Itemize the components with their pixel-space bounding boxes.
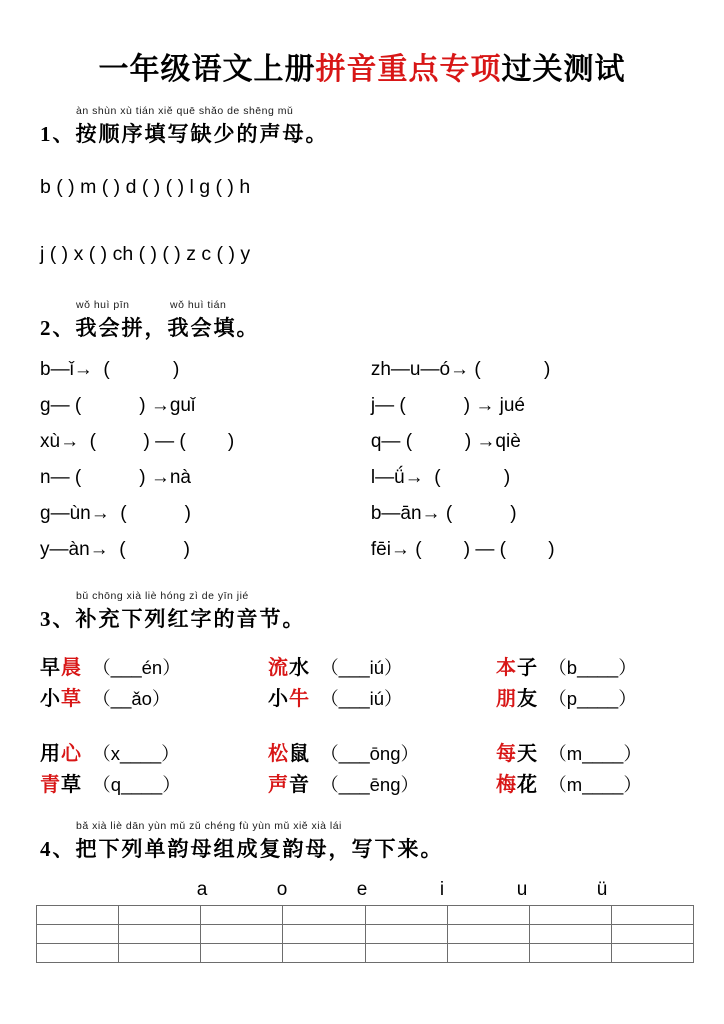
grid-cell-r2-c6[interactable]	[447, 925, 529, 944]
vowel-o: o	[276, 879, 288, 900]
q3-answer-9[interactable]: （m____）	[538, 743, 642, 764]
q3-word-1: 早晨	[40, 657, 82, 679]
question-4-heading	[32, 820, 692, 863]
grid-row	[37, 925, 694, 944]
q3-word-7: 用心	[40, 743, 82, 765]
q2-item-4[interactable]: j— ( ) → jué	[370, 395, 525, 416]
q3-answer-1[interactable]: （___én）	[82, 657, 181, 678]
q3-answer-5[interactable]: （___iú）	[310, 688, 403, 709]
grid-cell-r2-c5[interactable]	[365, 925, 447, 944]
question-2-row-3	[32, 431, 692, 453]
page-title	[32, 0, 692, 88]
q3-word-2: 流水	[268, 657, 310, 679]
grid-row	[37, 944, 694, 963]
question-1-row-1[interactable]: b ( ) m ( ) d ( ) ( ) l g ( ) h	[40, 176, 251, 198]
title-part-1: 一年级语文上册	[98, 53, 316, 86]
question-4-pinyin: bǎ xià liè dān yùn mǔ zǔ chéng fù yùn mǔ xiě xià lái	[76, 820, 342, 832]
q3-word-5: 小牛	[268, 688, 310, 710]
q3-word-11: 声音	[268, 774, 310, 796]
q2-item-8[interactable]: l—ǘ→ ( )	[370, 467, 511, 488]
grid-cell-r1-c6[interactable]	[447, 906, 529, 925]
q2-item-5[interactable]: xù→ ( ) — ( )	[40, 431, 235, 452]
q3-item-8[interactable]	[268, 737, 496, 768]
q3-item-5[interactable]	[268, 682, 496, 713]
q3-answer-12[interactable]: （m____）	[538, 774, 642, 795]
q3-word-8: 松鼠	[268, 743, 310, 765]
vowel-i: i	[439, 879, 445, 900]
q2-item-2[interactable]: zh—u—ó→ ( )	[370, 359, 551, 380]
question-1-row-2[interactable]: j ( ) x ( ) ch ( ) ( ) z c ( ) y	[40, 243, 251, 265]
question-4-number: 4、	[40, 837, 76, 861]
q3-item-6[interactable]	[496, 682, 706, 713]
question-2-pinyin-a: wǒ huì pīn	[76, 299, 130, 311]
q2-item-10[interactable]: b—ān→ ( )	[370, 503, 517, 524]
question-1-number: 1、	[40, 122, 76, 146]
grid-cell-r2-c3[interactable]	[201, 925, 283, 944]
q2-item-1[interactable]: b—ǐ→ ( )	[40, 359, 180, 380]
question-4-text: 把下列单韵母组成复韵母，写下来。	[75, 837, 444, 861]
q3-word-10: 青草	[40, 774, 82, 796]
question-2-row-2	[32, 395, 692, 417]
q3-answer-7[interactable]: （x____）	[82, 743, 180, 764]
vowel-e: e	[356, 879, 368, 900]
question-3-grid-block-2	[32, 737, 692, 799]
answer-grid-table[interactable]	[36, 905, 694, 963]
q3-answer-6[interactable]: （p____）	[538, 688, 637, 709]
title-part-2-accent: 拼音重点专项	[315, 53, 502, 86]
question-3-pinyin: bǔ chōng xià liè hóng zì de yīn jié	[76, 590, 249, 602]
question-2-row-4	[32, 467, 692, 489]
question-2-pinyin-b: wǒ huì tián	[170, 299, 227, 311]
grid-cell-r3-c4[interactable]	[283, 944, 365, 963]
q2-item-11[interactable]: y—àn→ ( )	[40, 539, 190, 560]
grid-cell-r3-c3[interactable]	[201, 944, 283, 963]
question-1-text: 按顺序填写缺少的声母。	[75, 122, 329, 146]
q3-item-4[interactable]	[40, 682, 268, 713]
q3-word-9: 每天	[496, 743, 538, 765]
q3-item-9[interactable]	[496, 737, 706, 768]
grid-cell-r3-c2[interactable]	[119, 944, 201, 963]
q3-answer-3[interactable]: （b____）	[538, 657, 637, 678]
question-3-heading	[32, 590, 692, 633]
question-3-number: 3、	[40, 607, 76, 631]
question-2-heading	[32, 299, 692, 342]
q3-word-3: 本子	[496, 657, 538, 679]
title-part-3: 过关测试	[501, 53, 626, 86]
q3-item-3[interactable]	[496, 651, 706, 682]
grid-cell-r1-c3[interactable]	[201, 906, 283, 925]
grid-cell-r1-c1[interactable]	[37, 906, 119, 925]
question-2-row-5	[32, 503, 692, 525]
grid-cell-r3-c1[interactable]	[37, 944, 119, 963]
grid-cell-r1-c4[interactable]	[283, 906, 365, 925]
question-1-heading	[32, 105, 692, 148]
question-3-grid-block-1	[32, 651, 692, 713]
grid-cell-r3-c6[interactable]	[447, 944, 529, 963]
q2-item-7[interactable]: n— ( ) →nà	[40, 467, 191, 488]
grid-cell-r2-c8[interactable]	[611, 925, 693, 944]
grid-cell-r3-c7[interactable]	[529, 944, 611, 963]
question-2-row-6	[32, 539, 692, 561]
grid-cell-r1-c8[interactable]	[611, 906, 693, 925]
q3-item-11[interactable]	[268, 768, 496, 799]
q3-item-1[interactable]	[40, 651, 268, 682]
vowel-legend-row	[32, 879, 692, 901]
q3-item-2[interactable]	[268, 651, 496, 682]
grid-cell-r2-c2[interactable]	[119, 925, 201, 944]
grid-cell-r2-c1[interactable]	[37, 925, 119, 944]
question-2-row-1	[32, 359, 692, 381]
vowel-a: a	[196, 879, 208, 900]
q2-item-3[interactable]: g— ( ) →guǐ	[40, 395, 196, 416]
grid-cell-r3-c5[interactable]	[365, 944, 447, 963]
q3-answer-10[interactable]: （q____）	[82, 774, 181, 795]
question-2-number: 2、	[40, 316, 76, 340]
grid-row	[37, 906, 694, 925]
grid-cell-r1-c7[interactable]	[529, 906, 611, 925]
q3-word-6: 朋友	[496, 688, 538, 710]
grid-cell-r1-c5[interactable]	[365, 906, 447, 925]
q3-word-12: 梅花	[496, 774, 538, 796]
q3-answer-4[interactable]: （__ǎo）	[82, 688, 171, 709]
q3-item-7[interactable]	[40, 737, 268, 768]
vowel-u: u	[516, 879, 528, 900]
grid-cell-r1-c2[interactable]	[119, 906, 201, 925]
grid-cell-r3-c8[interactable]	[611, 944, 693, 963]
q3-item-12[interactable]	[496, 768, 706, 799]
q2-item-6[interactable]: q— ( ) →qiè	[370, 431, 521, 452]
q2-item-9[interactable]: g—ùn→ ( )	[40, 503, 191, 524]
question-2-text: 我会拼，我会填。	[75, 316, 260, 340]
question-3-text: 补充下列红字的音节。	[75, 607, 306, 631]
grid-cell-r2-c7[interactable]	[529, 925, 611, 944]
q3-word-4: 小草	[40, 688, 82, 710]
vowel-ü: ü	[596, 879, 608, 900]
question-1-pinyin: àn shùn xù tián xiě quē shǎo de shēng mǔ	[76, 105, 294, 117]
grid-cell-r2-c4[interactable]	[283, 925, 365, 944]
q3-answer-8[interactable]: （___ōng）	[310, 743, 420, 764]
q3-answer-2[interactable]: （___iú）	[310, 657, 403, 678]
q3-item-10[interactable]	[40, 768, 268, 799]
q3-answer-11[interactable]: （___ēng）	[310, 774, 420, 795]
q2-item-12[interactable]: fēi→ ( ) — ( )	[370, 539, 555, 560]
